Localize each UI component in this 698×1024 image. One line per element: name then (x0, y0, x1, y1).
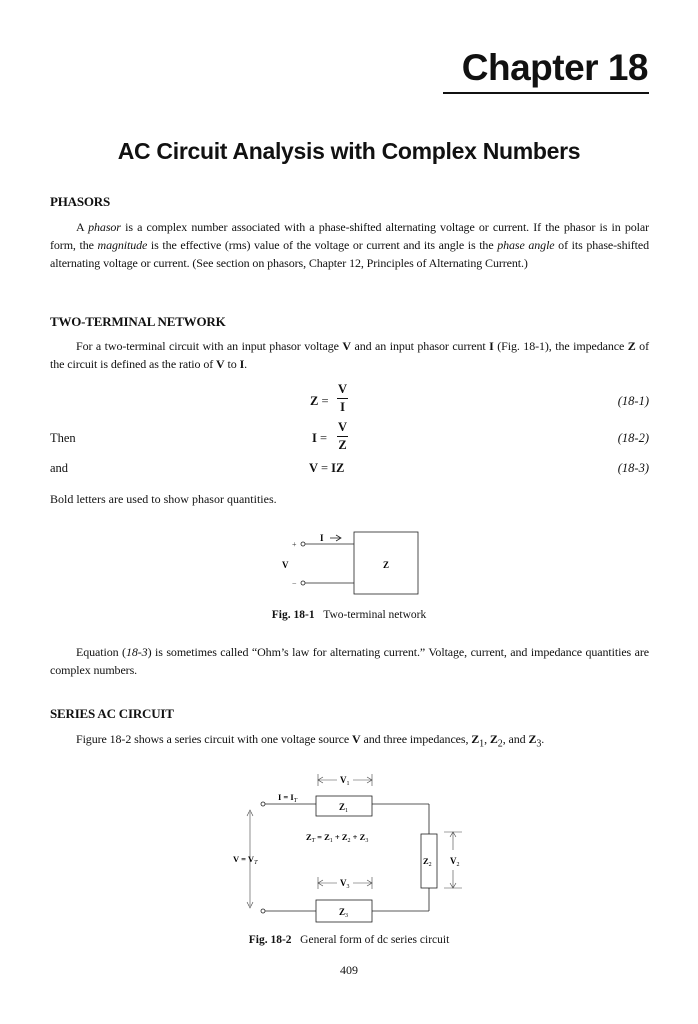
fig2-label-v3: $V_3$ (340, 878, 350, 890)
caption-fig-18-1: Fig. 18-1 Two-terminal network (271, 609, 427, 621)
heading-series-ac: SERIES AC CIRCUIT (50, 706, 174, 721)
fig1-label-z: Z (383, 560, 390, 570)
terminal-plus-icon (301, 542, 305, 546)
equation-lhs: I = (312, 431, 328, 445)
fig1-label-v: V (282, 560, 289, 570)
caption-fig-18-2: Fig. 18-2 General form of dc series circuit (248, 934, 450, 946)
fig2-label-z2: $Z_2$ (423, 856, 432, 868)
equation-fraction: V I (337, 382, 348, 414)
equation-prefix: and (50, 461, 69, 475)
figure-18-2 (226, 766, 476, 932)
fig2-label-current: $I = I_T$ (278, 792, 298, 804)
bold-note: Bold letters are used to show phasor quantities. (50, 492, 277, 506)
paragraph-series-ac: Figure 18-2 shows a series circuit with one voltage source V and three impedances, $Z_1$, $Z_2$, and $Z_3$. (76, 732, 545, 750)
paragraph-phasors: A phasor is a complex number associated with a phase-shifted alternating voltage or current. If the phasor is in polar form, the magnitude is the effective (rms) value of the voltage or current and its angle is the phase angle of its phase-shifted alternating voltage or current. (See section on phasors, Chapter 12, Principles of Alternating Current.) (50, 220, 649, 270)
fig2-label-zt-equation: $Z_T = Z_1 + Z_2 + Z_3$ (306, 832, 369, 844)
fig2-label-z3: $Z_3$ (339, 907, 349, 919)
equation-ref: 18-3 (125, 645, 148, 659)
paragraph-ohms-law: Equation (18-3) is sometimes called “Ohm’s law for alternating current.” Voltage, current, and impedance quantities are complex numbers. (50, 645, 650, 677)
heading-two-terminal: TWO-TERMINAL NETWORK (50, 314, 226, 329)
equation-number: (18-1) (617, 394, 649, 408)
fig1-label-plus: + (292, 540, 297, 549)
fig2-label-vt: $V = V_T$ (233, 854, 258, 866)
term-phase-angle: phase angle (497, 238, 555, 252)
terminal-bottom-icon (261, 909, 265, 913)
equation-body: V = IZ (309, 461, 345, 475)
equation-prefix: Then (50, 431, 76, 445)
main-title: AC Circuit Analysis with Complex Numbers (117, 138, 581, 164)
term-magnitude: magnitude (97, 238, 148, 252)
term-phasor: phasor (88, 220, 121, 234)
equation-number: (18-2) (617, 431, 649, 445)
fig2-label-v1: $V_1$ (340, 775, 350, 787)
equation-number: (18-3) (617, 461, 649, 475)
page-number: 409 (340, 963, 358, 977)
terminal-minus-icon (301, 581, 305, 585)
figure-18-1 (270, 528, 430, 598)
equation-18-3 (50, 461, 649, 479)
fig1-label-i: I (320, 533, 324, 543)
fig2-label-v2: $V_2$ (450, 856, 460, 868)
equation-18-1 (50, 382, 649, 418)
fig2-label-z1: $Z_1$ (339, 802, 349, 814)
fig1-label-minus: − (292, 579, 297, 588)
chapter-title-rule (443, 92, 649, 94)
equation-18-2 (50, 420, 649, 456)
terminal-top-icon (261, 802, 265, 806)
equation-lhs: Z = (310, 394, 329, 408)
equation-fraction: V Z (337, 420, 348, 452)
heading-phasors: PHASORS (50, 194, 111, 209)
paragraph-two-terminal: For a two-terminal circuit with an input phasor voltage V and an input phasor current I (Fig. 18-1), the impedance Z of the circuit is defined as the ratio of V to I. (50, 339, 649, 371)
chapter-title: Chapter 18 (461, 47, 648, 88)
